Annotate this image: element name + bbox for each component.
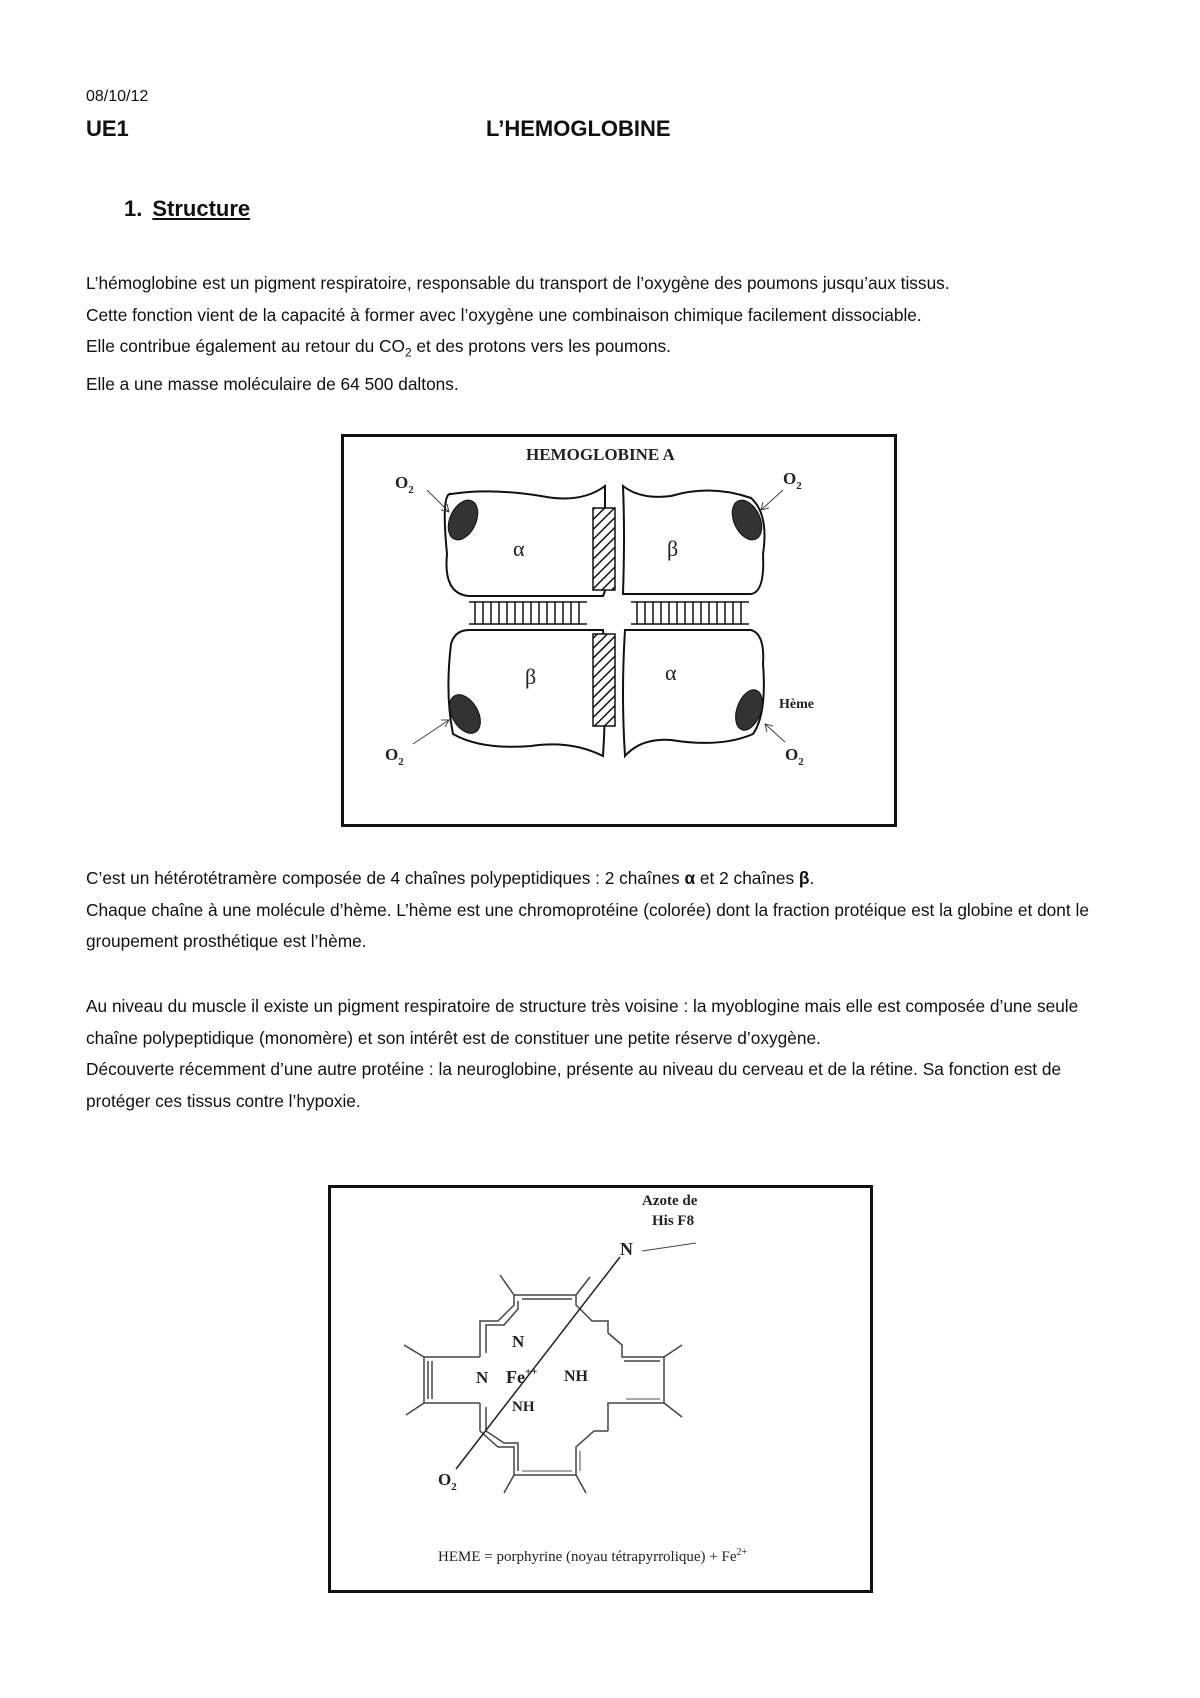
hatched-contact-bottom	[593, 634, 615, 726]
label-beta-bottom: β	[525, 664, 537, 689]
myoglobin-text: Au niveau du muscle il existe un pigment respiratoire de structure très voisine : la myoblogine mais elle est composée d’une seule chaîne polypeptidique (monomère) et son intérêt est de constituer une petite réserve d’oxygène.	[86, 996, 1079, 1048]
n-top-ring-label: N	[512, 1332, 525, 1351]
document-date: 08/10/12	[86, 88, 149, 105]
figure-frame	[343, 436, 896, 826]
o2-label-top-right: $O_2$	[783, 469, 802, 492]
section-heading	[124, 196, 250, 222]
heme-label: Hème	[779, 697, 814, 712]
fe-label: Fe++	[506, 1366, 538, 1387]
n-left-ring-label: N	[476, 1368, 489, 1387]
nh-bottom-label: NH	[512, 1399, 535, 1415]
label-beta-top: β	[667, 536, 679, 561]
paragraph-intro	[86, 268, 1126, 400]
azote-label-line2: His F8	[652, 1213, 695, 1229]
alpha-chain-bottom	[623, 630, 764, 756]
structure-line-1: C’est un hétérotétramère composée de 4 chaînes polypeptidiques : 2 chaînes α et 2 chaînes β.	[86, 868, 815, 888]
intro-line-2: Cette fonction vient de la capacité à former avec l’oxygène une combinaison chimique facilement dissociable.	[86, 304, 922, 325]
heme-figure	[328, 1185, 873, 1593]
beta-chain-bottom	[448, 630, 605, 756]
azote-label-line1: Azote de	[642, 1193, 698, 1209]
figure-frame	[330, 1187, 872, 1592]
page-title: L’HEMOGLOBINE	[486, 116, 671, 141]
course-code: UE1	[86, 116, 129, 141]
intro-line-4: Elle a une masse moléculaire de 64 500 daltons.	[86, 373, 459, 394]
paragraph-structure	[86, 863, 1126, 958]
nh-right-label: NH	[564, 1368, 588, 1385]
section-number: 1.	[124, 196, 143, 221]
hatched-contact-top	[593, 508, 615, 590]
label-alpha-bottom: α	[665, 660, 677, 685]
o2-heme-label: $O_2$	[438, 1470, 457, 1493]
o2-label-bottom-right: $O_2$	[785, 745, 804, 768]
label-alpha-top: α	[513, 536, 525, 561]
intro-line-1: L’hémoglobine est un pigment respiratoire, responsable du transport de l’oxygène des poumons jusqu’aux tissus.	[86, 273, 950, 293]
figure-title: HEMOGLOBINE A	[526, 445, 675, 464]
section-title: Structure	[152, 196, 251, 221]
o2-label-top-left: $O_2$	[395, 473, 414, 496]
o2-label-bottom-left: $O_2$	[385, 745, 404, 768]
heme-caption: HEME = porphyrine (noyau tétrapyrrolique) + $Fe^{2+}$	[438, 1547, 748, 1565]
structure-line-2: Chaque chaîne à une molécule d’hème. L’hème est une chromoprotéine (colorée) dont la fraction protéique est la globine et dont le groupement prosthétique est l’hème.	[86, 899, 1089, 951]
hemoglobin-figure	[341, 434, 897, 827]
intro-line-3: Elle contribue également au retour du $CO_2$ et des protons vers les poumons.	[86, 336, 671, 360]
paragraph-related-proteins	[86, 991, 1126, 1117]
neuroglobin-text: Découverte récemment d’une autre protéine : la neuroglobine, présente au niveau du cerveau et de la rétine. Sa fonction est de protéger ces tissus contre l’hypoxie.	[86, 1059, 1062, 1111]
n-his-label: N	[620, 1239, 633, 1259]
